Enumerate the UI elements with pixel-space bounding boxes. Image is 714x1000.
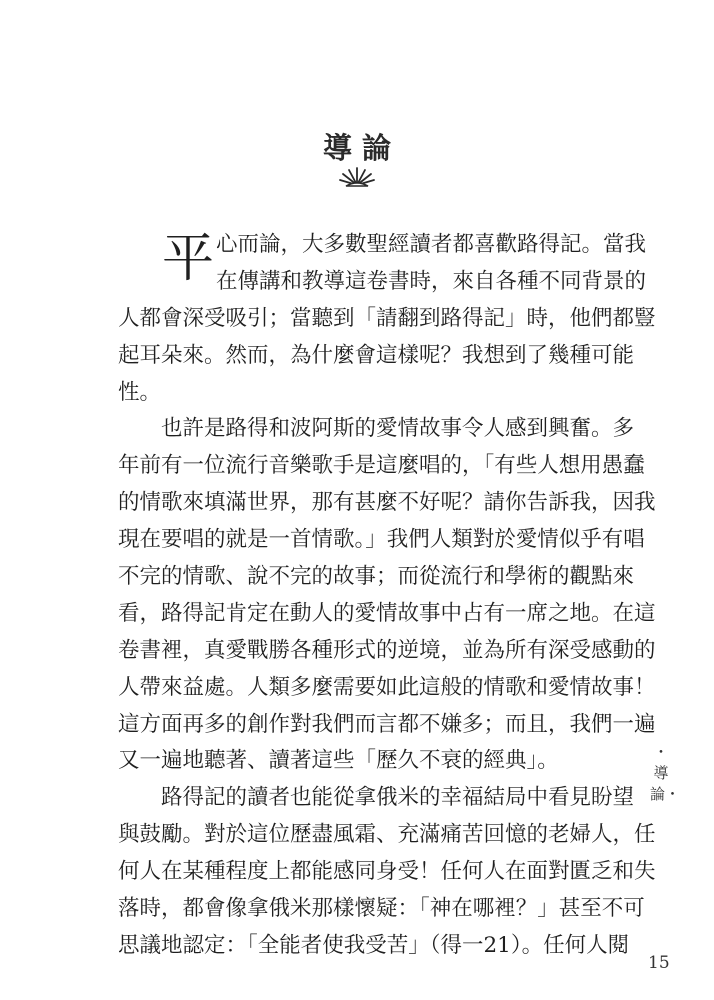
first-paragraph (118, 227, 656, 411)
text-line: 看，路得記肯定在動人的愛情故事中占有一席之地。在這 (118, 600, 656, 626)
text-line: 心而論，大多數聖經讀者都喜歡路得記。當我 (216, 232, 647, 257)
text-line: 又一遍地聽著、讀著這些「歷久不衰的經典」。 (118, 748, 559, 774)
text-line: 也許是路得和波阿斯的愛情故事令人感到興奮。多 (161, 416, 635, 442)
text-line: 的情歌來填滿世界，那有甚麼不好呢？請你告訴我，因我 (118, 490, 656, 516)
text-line: 何人在某種程度上都能感同身受！任何人在面對匱乏和失 (118, 859, 656, 885)
text-line: 人帶來益處。人類多麼需要如此這般的情歌和愛情故事！ (118, 674, 656, 700)
text-line: 人都會深受吸引；當聽到「請翻到路得記」時，他們都豎 (118, 305, 656, 331)
text-line: 與鼓勵。對於這位歷盡風霜、充滿痛苦回憶的老婦人，任 (118, 822, 656, 848)
text-line: 思議地認定：「全能者使我受苦」（得一21）。任何人閱 (118, 932, 630, 958)
text-line: 不完的情歌、說不完的故事；而從流行和學術的觀點來 (118, 564, 635, 590)
text-line: 這方面再多的創作對我們而言都不嫌多；而且，我們一遍 (118, 711, 656, 737)
body-text (118, 227, 656, 965)
page-number: 15 (648, 953, 670, 973)
text-line: 年前有一位流行音樂歌手是這麼唱的，「有些人想用愚蠢 (118, 453, 645, 479)
text-line: 起耳朵來。然而，為什麼會這樣呢？我想到了幾種可能 (118, 342, 635, 368)
text-line: 在傳講和教導這卷書時，來自各種不同背景的 (216, 268, 647, 294)
drop-cap: 平 (162, 229, 215, 289)
text-line: 路得記的讀者也能從拿俄米的幸福結局中看見盼望 (161, 785, 635, 811)
text-line: 落時，都會像拿俄米那樣懷疑：「神在哪裡？」甚至不可 (118, 896, 645, 922)
text-line: 卷書裡，真愛戰勝各種形式的逆境，並為所有深受感動的 (118, 637, 656, 663)
text-line: 性。 (118, 379, 162, 405)
chapter-title: 導論 (322, 131, 401, 165)
text-line: 現在要唱的就是一首情歌。」我們人類對於愛情似乎有唱 (118, 527, 645, 553)
running-header-label: ・導論・ (650, 743, 681, 803)
sunburst-ornament-icon (338, 166, 376, 188)
